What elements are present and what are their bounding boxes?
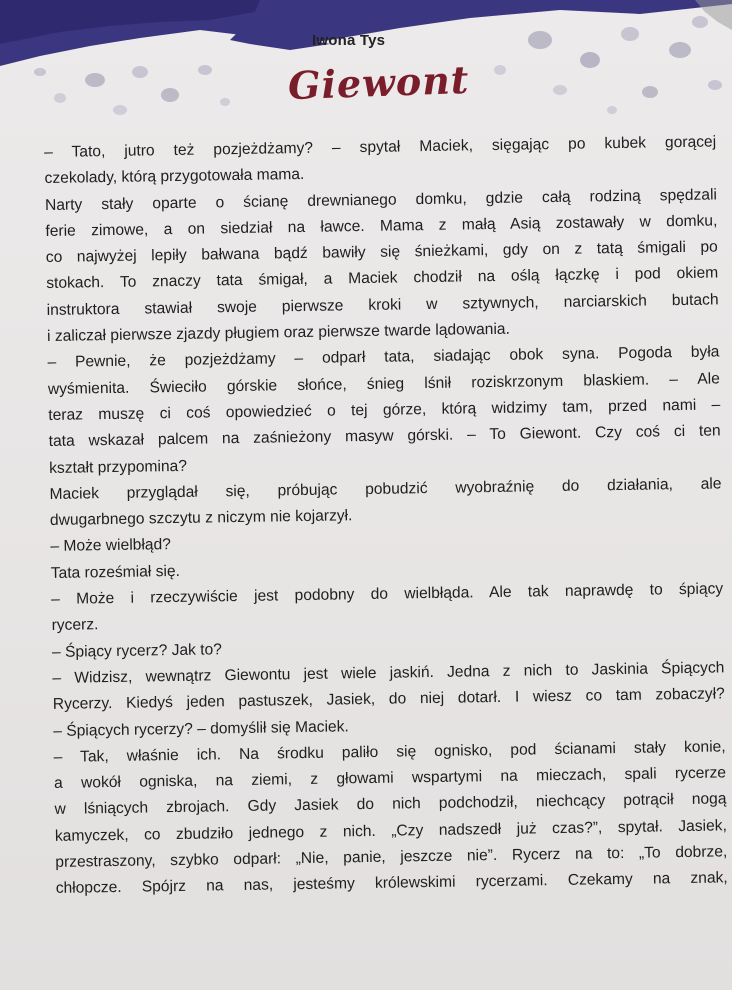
text-line: Maciek przyglądał się, próbując pobudzić wyobraźnię do działania, ale bbox=[49, 475, 722, 503]
text-line: i zaliczał pierwsze zjazdy pługiem oraz pierwsze twarde lądowania. bbox=[46, 320, 510, 346]
text-line: – Śpiących rycerzy? – domyślił się Maciek. bbox=[53, 717, 349, 740]
text-line: chłopcze. Spójrz na nas, jesteśmy królewskimi rycerzami. Czekamy na znak, bbox=[55, 869, 728, 898]
text-line: Rycerzy. Kiedyś jeden pastuszek, Jasiek, do niej dotarł. I wiesz co tam zobaczył? bbox=[52, 685, 725, 714]
text-line: – Pewnie, że pozjeżdżamy – odparł tata, siadając obok syna. Pogoda była bbox=[47, 343, 720, 372]
text-line: przestraszony, szybko odparł: „Nie, panie, jeszcze nie”. Rycerz na to: „To dobrze, bbox=[55, 843, 728, 871]
author-name: Iwona Tys bbox=[312, 32, 386, 49]
text-line: stokach. To znaczy tata śmigał, a Maciek chodził na oślą łączkę i pod okiem bbox=[46, 264, 719, 293]
text-line: – Może i rzeczywiście jest podobny do wielbłąda. Ale tak naprawdę to śpiący bbox=[51, 580, 724, 608]
text-line: wyśmienita. Świeciło górskie słońce, śnieg lśnił roziskrzonym blaskiem. – Ale bbox=[47, 370, 720, 398]
text-line: rycerz. bbox=[51, 616, 99, 635]
text-line: – Tak, właśnie ich. Na środku paliło się ognisko, pod ścianami stały konie, bbox=[53, 738, 726, 766]
text-line: Narty stały oparte o ścianę drewnianego domku, gdzie całą rodziną spędzali bbox=[44, 186, 718, 214]
text-line: co najwyżej lepiły bałwana bądź bawiły się śnieżkami, gdy on z tatą śmigali po bbox=[45, 238, 718, 267]
text-line: teraz muszę ci coś opowiedzieć o tej górze, którą widzimy tam, przed nami – bbox=[48, 396, 721, 424]
story-text bbox=[44, 129, 728, 902]
text-line: w lśniących zbrojach. Gdy Jasiek do nich podchodził, niechcący potrącił nogą bbox=[54, 790, 727, 819]
story-title: Giewont bbox=[287, 56, 471, 109]
text-line: – Śpiący rycerz? Jak to? bbox=[51, 640, 223, 661]
text-line: – Tato, jutro też pozjeżdżamy? – spytał Maciek, sięgając po kubek gorącej bbox=[44, 133, 717, 161]
text-line: dwugarbnego szczytu z niczym nie kojarzył. bbox=[49, 507, 353, 530]
text-line: – Widzisz, wewnątrz Giewontu jest wiele jaskiń. Jedna z nich to Jaskinia Śpiących bbox=[52, 659, 725, 687]
text-line: tata wskazał palcem na zaśnieżony masyw górski. – To Giewont. Czy coś ci ten bbox=[48, 422, 721, 451]
text-line: a wokół ogniska, na ziemi, z głowami wspartymi na mieczach, spali rycerze bbox=[53, 764, 727, 793]
text-line: Tata roześmiał się. bbox=[50, 562, 181, 582]
text-line: kamyczek, co zbudziło jednego z nich. „Czy nadszedł już czas?”, spytał. Jasiek, bbox=[54, 817, 727, 845]
text-line: ferie zimowe, a on siedział na ławce. Mama z małą Asią zostawały w domku, bbox=[45, 212, 718, 240]
text-line: kształt przypomina? bbox=[49, 457, 188, 477]
text-line: instruktora stawiał swoje pierwsze kroki w sztywnych, narciarskich butach bbox=[46, 291, 719, 319]
text-line: czekolady, którą przygotowała mama. bbox=[44, 166, 305, 188]
text-line: – Może wielbłąd? bbox=[50, 536, 172, 556]
